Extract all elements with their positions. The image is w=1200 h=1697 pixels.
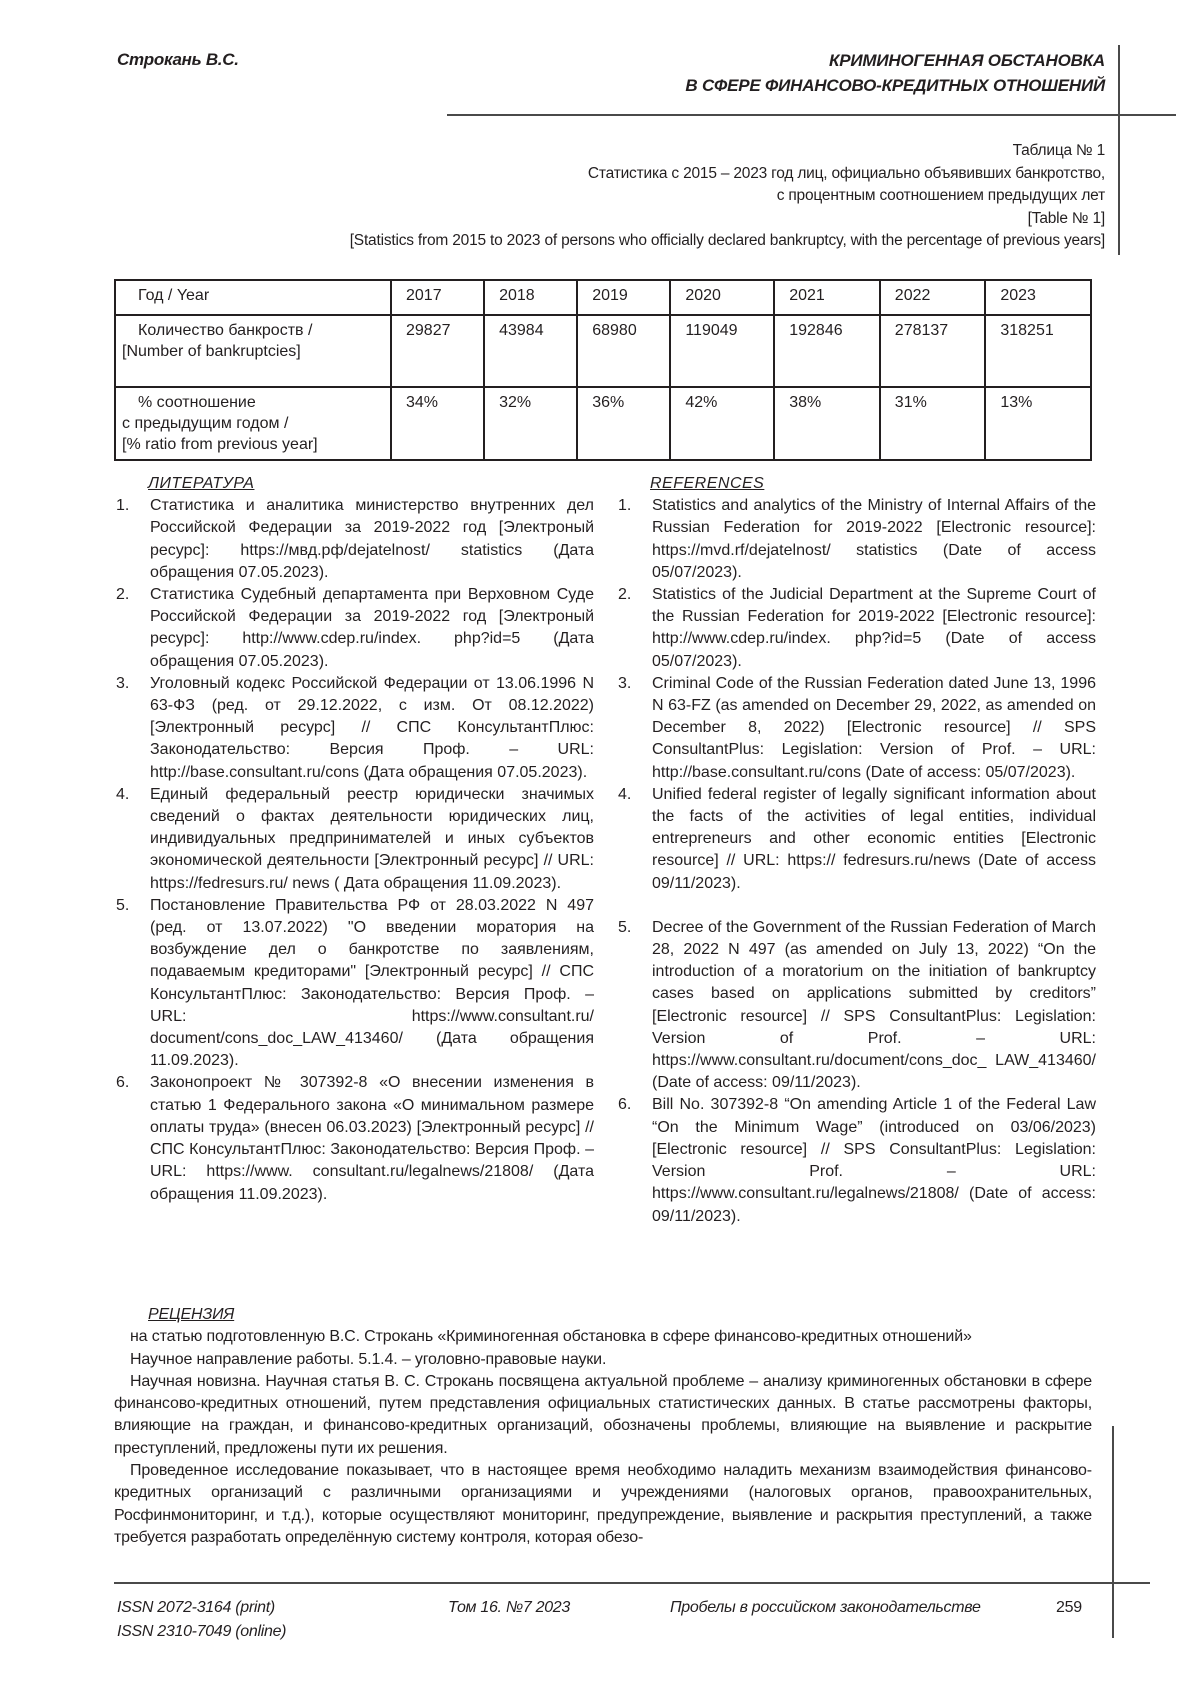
ratio-cell: 13%	[985, 387, 1091, 460]
literature-item	[114, 784, 594, 895]
ref-number: 5.	[116, 896, 130, 914]
ratio-label-en: [% ratio from previous year]	[122, 436, 318, 453]
ref-number: 6.	[618, 1096, 632, 1114]
ref-number: 4.	[116, 785, 130, 803]
ref-text: Criminal Code of the Russian Federation dated June 13, 1996 N 63-FZ (as amended on December 29, 2022, as amended on December 8, 2022) [Electronic resource] // SPS ConsultantPlus: Legislation: Version of Prof. – URL: http://base.consultant.ru/cons (Date of access: 05/07/2023).	[652, 674, 1096, 781]
count-cell: 29827	[391, 315, 484, 387]
review-section	[114, 1304, 1092, 1549]
literature-item	[114, 584, 594, 673]
year-cell: 2023	[985, 280, 1091, 315]
reference-item	[616, 784, 1096, 895]
ref-text: Bill No. 307392-8 “On amending Article 1 of the Federal Law “On the Minimum Wage” (introduced on 03/06/2023) [Electronic resource] // SPS ConsultantPlus: Legislation: Version Prof. – URL: https://www.consultant.ru/legalnews/21808/ (Date of access: 09/11/2023).	[652, 1096, 1096, 1225]
ratio-cell: 36%	[577, 387, 670, 460]
footer-journal-name: Пробелы в российском законодательстве	[670, 1599, 981, 1616]
bankruptcy-statistics-table	[114, 279, 1092, 461]
ref-text: Unified federal register of legally significant information about the facts of the activities of legal entities, individual entrepreneurs and other economic entities [Electronic resource] // URL: https:// fedresurs.ru/news (Date of access 09/11/2023).	[652, 785, 1096, 892]
table-title-en: [Statistics from 2015 to 2023 of persons who officially declared bankruptcy, with the percentage of previous years]	[349, 232, 1105, 249]
ratio-cell: 34%	[391, 387, 484, 460]
running-header-author: Строкань В.С.	[117, 50, 239, 69]
ratio-label-ru2: с предыдущим годом /	[122, 415, 289, 432]
table-title-ru-line2: с процентным соотношением предыдущих лет	[776, 187, 1105, 204]
table-number-en: [Table № 1]	[1027, 209, 1105, 227]
ref-number: 3.	[618, 674, 632, 692]
reference-item	[616, 584, 1096, 673]
references-heading: REFERENCES	[650, 475, 765, 492]
ref-text: Уголовный кодекс Российской Федерации от 13.06.1996 N 63-ФЗ (ред. от 29.12.2022, с изм. От 08.12.2022) [Электронный ресурс] // СПС КонсультантПлюс: Законодательство: Версия Проф. – URL: http://base.consultant.ru/cons (Дата обращения 07.05.2023).	[150, 674, 594, 781]
year-cell: 2019	[577, 280, 670, 315]
count-cell: 318251	[985, 315, 1091, 387]
spacer	[616, 895, 1096, 917]
literature-item	[114, 673, 594, 784]
table-row-ratios	[115, 387, 1091, 460]
reference-item	[616, 1094, 1096, 1227]
ref-number: 1.	[116, 497, 130, 515]
count-cell: 68980	[577, 315, 670, 387]
ref-number: 2.	[116, 586, 130, 604]
header-divider	[447, 114, 1176, 116]
references-section	[616, 473, 1096, 1228]
ratio-label-cell	[115, 387, 391, 460]
year-label-cell	[115, 280, 391, 315]
footer-issn	[117, 1596, 286, 1644]
issn-print: ISSN 2072-3164 (print)	[117, 1599, 275, 1616]
ratio-cell: 42%	[670, 387, 774, 460]
ratio-cell: 32%	[484, 387, 577, 460]
ref-number: 2.	[618, 586, 632, 604]
running-header-title-line1: КРИМИНОГЕННАЯ ОБСТАНОВКА	[828, 51, 1105, 70]
literature-section	[114, 473, 594, 1206]
count-cell: 192846	[774, 315, 880, 387]
ref-number: 4.	[618, 785, 632, 803]
ref-text: Decree of the Government of the Russian Federation of March 28, 2022 N 497 (as amended on July 13, 2022) “On the introduction of a moratorium on the initiation of bankruptcy cases based on applications submitted by creditors” [Electronic resource] // SPS ConsultantPlus: Legislation: Version of Prof. – URL: https://www.consultant.ru/document/cons_doc_ LAW_413460/ (Date of access: 09/11/2023).	[652, 918, 1096, 1092]
table-row-counts	[115, 315, 1091, 387]
literature-heading: ЛИТЕРАТУРА	[148, 475, 255, 492]
footer-corner-rule	[1112, 1426, 1114, 1638]
ref-text: Statistics of the Judicial Department at the Supreme Court of the Russian Federation for 2019-2022 [Electronic resource]: http://www.cdep.ru/index. php?id=5 (Date of access 05/07/2023).	[652, 586, 1096, 670]
year-cell: 2018	[484, 280, 577, 315]
count-label-cell	[115, 315, 391, 387]
table-title-ru-line1: Статистика с 2015 – 2023 год лиц, официально объявивших банкротство,	[587, 164, 1105, 182]
ref-text: Законопроект № 307392-8 «О внесении изменения в статью 1 Федерального закона «О минимальном размере оплаты труда» (внесен 06.03.2023) [Электронный ресурс] // СПС КонсультантПлюс: Законодательство: Версия Проф. – URL: https://www. consultant.ru/legalnews/21808/ (Дата обращения 11.09.2023).	[150, 1074, 594, 1203]
literature-item	[114, 495, 594, 584]
footer-divider	[114, 1582, 1150, 1584]
review-paragraph: на статью подготовленную В.С. Строкань «Криминогенная обстановка в сфере финансово-кредитных отношений»	[130, 1328, 972, 1346]
ref-number: 3.	[116, 674, 130, 692]
year-cell: 2022	[880, 280, 986, 315]
header-corner-rule	[1118, 45, 1120, 255]
year-cell: 2020	[670, 280, 774, 315]
page-number: 259	[1056, 1599, 1082, 1616]
count-cell: 278137	[880, 315, 986, 387]
running-header-title	[685, 48, 1105, 98]
year-label: Год / Year	[138, 287, 210, 304]
table-caption	[350, 140, 1105, 253]
year-cell: 2017	[391, 280, 484, 315]
ref-text: Единый федеральный реестр юридически значимых сведений о фактах деятельности юридических лиц, индивидуальных предпринимателей и иных субъектов экономической деятельности [Электронный ресурс] // URL: https://fedresurs.ru/ news ( Дата обращения 11.09.2023).	[150, 785, 594, 892]
count-label-ru: Количество банкроств /	[138, 322, 313, 339]
count-cell: 119049	[670, 315, 774, 387]
ratio-cell: 31%	[880, 387, 986, 460]
reference-item	[616, 673, 1096, 784]
table-number-ru: Таблица № 1	[1012, 142, 1105, 159]
literature-item	[114, 895, 594, 1073]
review-paragraph: Научное направление работы. 5.1.4. – уголовно-правовые науки.	[130, 1350, 607, 1368]
count-label-en: [Number of bankruptcies]	[122, 343, 301, 360]
review-paragraph: Научная новизна. Научная статья В. С. Строкань посвящена актуальной проблеме – анализу криминогенных обстановки в сфере финансово-кредитных отношений, путем представления официальных статистических данных. В статье рассмотрены факторы, влияющие на граждан, и финансово-кредитных организаций, обозначены проблемы, влияющие на выявление и раскрытие преступлений, предложены пути их решения.	[114, 1372, 1092, 1457]
ref-number: 5.	[618, 918, 632, 936]
ratio-label-ru1: % соотношение	[138, 394, 256, 411]
year-cell: 2021	[774, 280, 880, 315]
review-heading: РЕЦЕНЗИЯ	[148, 1306, 235, 1323]
ref-number: 6.	[116, 1074, 130, 1092]
running-header-title-line2: В СФЕРЕ ФИНАНСОВО-КРЕДИТНЫХ ОТНОШЕНИЙ	[685, 76, 1105, 95]
count-cell: 43984	[484, 315, 577, 387]
ref-number: 1.	[618, 497, 632, 515]
reference-item	[616, 917, 1096, 1095]
ref-text: Statistics and analytics of the Ministry of Internal Affairs of the Russian Federation for 2019-2022 [Electronic resource]: https://mvd.rf/dejatelnost/ statistics (Date of access 05/07/2023).	[652, 497, 1096, 581]
issn-online: ISSN 2310-7049 (online)	[117, 1623, 287, 1640]
literature-item	[114, 1072, 594, 1205]
ref-text: Статистика Судебный департамента при Верховном Суде Российской Федерации за 2019-2022 год [Электроный ресурс]: http://www.cdep.ru/index. php?id=5 (Дата обращения 07.05.2023).	[150, 586, 594, 670]
ref-text: Статистика и аналитика министерство внутренних дел Российской Федерации за 2019-2022 год [Электроный ресурс]: https://мвд.рф/dejatelnost/ statistics (Дата обращения 07.05.2023).	[150, 497, 594, 581]
ratio-cell: 38%	[774, 387, 880, 460]
table-row-years	[115, 280, 1091, 315]
ref-text: Постановление Правительства РФ от 28.03.2022 N 497 (ред. от 13.07.2022) "О введении моратория на возбуждение дел о банкротстве по заявлениям, подаваемым кредиторами" [Электронный ресурс] // СПС КонсультантПлюс: Законодательство: Версия Проф. – URL: https://www.consultant.ru/ document/cons_doc_LAW_413460/ (Дата обращения 11.09.2023).	[150, 896, 594, 1070]
reference-item	[616, 495, 1096, 584]
footer-volume: Том 16. №7 2023	[448, 1599, 571, 1616]
review-paragraph: Проведенное исследование показывает, что в настоящее время необходимо наладить механизм взаимодействия финансово-кредитных организаций с различными организациями и учреждениями (налоговых органов, правоохранительных, Росфинмониторинг, и т.д.), которые осуществляют мониторинг, предупреждение, выявление и раскрытия преступлений, а также требуется разработать определённую систему контроля, которая обезо-	[114, 1462, 1092, 1546]
